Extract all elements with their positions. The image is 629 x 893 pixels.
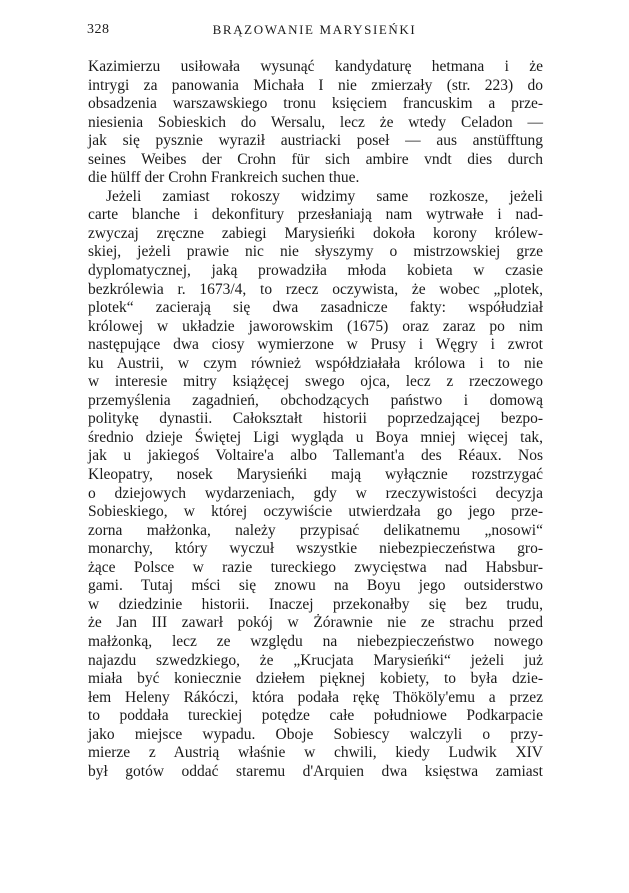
text-line: łem Heleny Rákóczi, która podała rękę Thököly'emu a przez — [88, 688, 543, 706]
text-line: miała być koniecznie dziełem pięknej kobiety, to była dzie- — [88, 670, 543, 688]
text-line: politykę dynastii. Całokształt historii poprzedzającej bezpo- — [88, 410, 543, 428]
text-line: Kleopatry, nosek Marysieńki mają wyłącznie rozstrzygać — [88, 466, 543, 484]
text-line: następujące dwa ciosy wymierzone w Prusy i Węgry i zwrot — [88, 336, 543, 354]
text-line: Sobieskiego, w której oczywiście utwierdzała go jego prze- — [88, 503, 543, 521]
text-line: jak u jakiegoś Voltaire'a albo Tallemant'a des Réaux. Nos — [88, 447, 543, 465]
text-line: skiej, jeżeli prawie nic nie słyszymy o mistrzowskiej grze — [88, 243, 543, 261]
text-line: przemyślenia zagadnień, obchodzących państwo i domową — [88, 391, 543, 409]
body-text — [88, 58, 543, 781]
text-line: plotek“ zacierają się dwa zasadnicze fakty: współudział — [88, 299, 543, 317]
text-line: niesienia Sobieskich do Wersalu, lecz że wtedy Celadon — — [88, 113, 543, 131]
text-line: najazdu szwedzkiego, że „Krucjata Marysieńki“ jeżeli już — [88, 651, 543, 669]
text-line: o dziejowych wydarzeniach, gdy w rzeczywistości decyzja — [88, 484, 543, 502]
text-line: jako miejsce wypadu. Oboje Sobiescy walczyli o przy- — [88, 725, 543, 743]
text-line: zwyczaj zręczne zabiegi Marysieńki dokoła korony królew- — [88, 224, 543, 242]
text-line: jak się pysznie wyraził austriacki poseł — aus anstüfftung — [88, 132, 543, 150]
text-line: w interesie mitry książęcej swego ojca, lecz z rzeczowego — [88, 373, 543, 391]
text-line: intrygi za panowania Michała I nie zmierzały (str. 223) do — [88, 76, 543, 94]
text-line: małżonką, lecz ze względu na niebezpieczeństwo nowego — [88, 632, 543, 650]
text-line: był gotów oddać staremu d'Arquien dwa księstwa zamiast — [88, 762, 543, 780]
text-line: żące Polsce w razie tureckiego zwycięstwa nad Habsbur- — [88, 558, 543, 576]
text-line: seines Weibes der Crohn für sich ambire vndt dies durch — [88, 150, 543, 168]
text-line: carte blanche i dekonfitury przesłaniają nam wytrwałe i nad- — [88, 206, 543, 224]
text-line: dyplomatycznej, jaką prowadziła młoda kobieta w czasie — [88, 262, 543, 280]
text-line: monarchy, który wyczuł wszystkie niebezpieczeństwa gro- — [88, 540, 543, 558]
text-line: zorna małżonka, należy przypisać delikatnemu „nosowi“ — [88, 521, 543, 539]
text-line: Jeżeli zamiast rokoszy widzimy same rozkosze, jeżeli — [106, 187, 543, 205]
text-line: królowej w układzie jaworowskim (1675) oraz zaraz po nim — [88, 317, 543, 335]
page-header — [87, 22, 542, 42]
text-line: w dziedzinie historii. Inaczej przekonałby się bez trudu, — [88, 595, 543, 613]
text-line: mierze z Austrią właśnie w chwili, kiedy Ludwik XIV — [88, 744, 543, 762]
text-line: gami. Tutaj mści się znowu na Boyu jego outsiderstwo — [88, 577, 543, 595]
text-line: obsadzenia warszawskiego tronu księciem francuskim a prze- — [88, 95, 543, 113]
running-title: BRĄZOWANIE MARYSIEŃKI — [212, 22, 417, 37]
text-line: średnio dzieje Świętej Ligi wygląda u Boya mniej więcej tak, — [88, 428, 543, 446]
text-line: ku Austrii, w czym również współdziałała królowa i to nie — [88, 354, 543, 372]
text-line: Kazimierzu usiłowała wysunąć kandydaturę hetmana i że — [88, 58, 543, 75]
text-line: że Jan III zawarł pokój w Żórawnie nie ze strachu przed — [88, 614, 543, 632]
text-line: die hülff der Crohn Frankreich suchen thue. — [88, 169, 360, 187]
text-line: to poddała tureckiej potędze całe południowe Podkarpacie — [88, 707, 543, 725]
text-line: bezkrólewia r. 1673/4, to rzecz oczywista, że wobec „plotek, — [88, 280, 543, 298]
page-number: 328 — [87, 22, 110, 37]
